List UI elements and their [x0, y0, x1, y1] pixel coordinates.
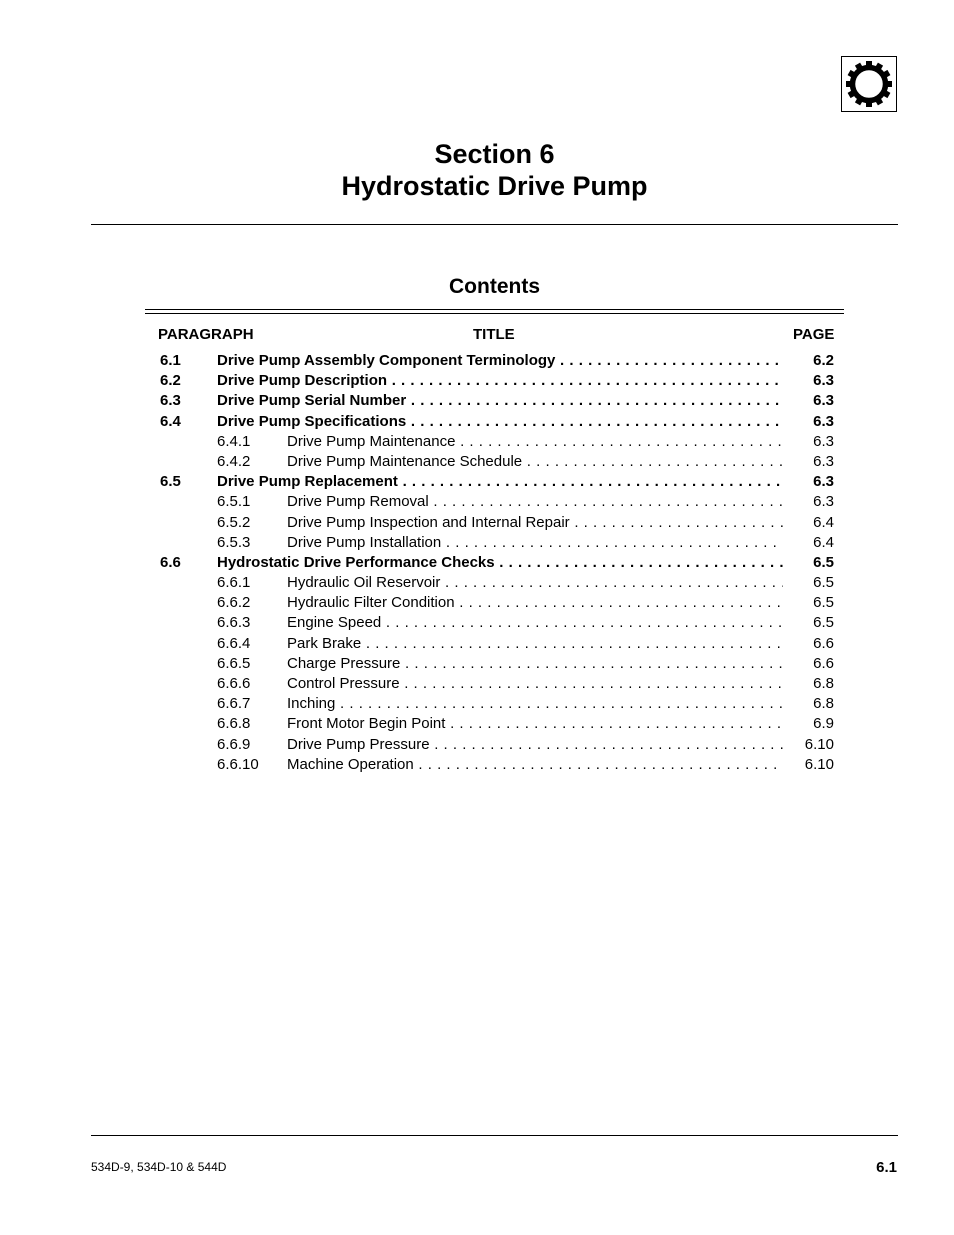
toc-entry: [145, 553, 844, 573]
toc-entry: [145, 391, 844, 411]
toc-entry: [145, 613, 844, 633]
toc-page-number: 6.3: [813, 432, 834, 450]
toc-page-number: 6.8: [813, 695, 834, 713]
toc-page-number: 6.5: [813, 553, 834, 571]
toc-title: Hydrostatic Drive Performance Checks . . .: [217, 553, 783, 573]
toc-page-number: 6.3: [813, 452, 834, 470]
toc-title: Drive Pump Assembly Component Terminology . . .: [217, 351, 783, 371]
toc-entry: [145, 593, 844, 613]
toc-paragraph-number: 6.4.1: [217, 432, 251, 450]
toc-page-number: 6.4: [813, 533, 834, 551]
toc-page-number: 6.5: [813, 594, 834, 612]
toc-paragraph-number: 6.6.1: [217, 574, 251, 592]
toc-page-number: 6.9: [813, 715, 834, 733]
section-title: [91, 138, 898, 202]
toc-paragraph-number: 6.2: [160, 372, 181, 390]
column-header-page: PAGE: [793, 326, 835, 343]
toc-page-number: 6.3: [813, 493, 834, 511]
toc-page-number: 6.10: [804, 755, 834, 773]
section-name: Hydrostatic Drive Pump: [341, 171, 648, 201]
toc-paragraph-number: 6.5: [160, 473, 181, 491]
toc-page-number: 6.3: [813, 392, 834, 410]
contents-heading: Contents: [449, 275, 540, 298]
toc-entry: [145, 654, 844, 674]
toc-title: Park Brake . . .: [287, 634, 783, 654]
contents-rule-lower: [145, 313, 844, 314]
section-number: Section 6: [434, 139, 555, 169]
toc-title: Hydraulic Filter Condition . . .: [287, 593, 783, 613]
toc-page-number: 6.6: [813, 654, 834, 672]
toc-entry: [145, 573, 844, 593]
toc-entry: [145, 634, 844, 654]
toc-paragraph-number: 6.6.6: [217, 675, 251, 692]
toc-entry: [145, 714, 844, 734]
toc-paragraph-number: 6.5.2: [217, 513, 251, 531]
toc-page-number: 6.4: [813, 513, 834, 531]
toc-entry: [145, 371, 844, 391]
toc-title: Charge Pressure . . .: [287, 654, 783, 674]
toc-paragraph-number: 6.1: [160, 352, 181, 369]
toc-title: Drive Pump Serial Number . . .: [217, 391, 783, 411]
toc-entry: [145, 432, 844, 452]
toc-title: Front Motor Begin Point . . .: [287, 714, 783, 734]
toc-entry: [145, 735, 844, 755]
toc-entry: [145, 452, 844, 472]
toc-title: Drive Pump Pressure . . .: [287, 735, 783, 755]
toc-paragraph-number: 6.4.2: [217, 452, 251, 470]
toc-page-number: 6.3: [813, 412, 834, 430]
toc-title: Control Pressure . . .: [287, 674, 783, 694]
toc-entry: [145, 472, 844, 492]
toc-title: Drive Pump Maintenance Schedule . . .: [287, 452, 783, 472]
toc-entry: [145, 694, 844, 714]
toc-entry: [145, 351, 844, 371]
footer-rule: [91, 1135, 898, 1136]
toc-paragraph-number: 6.6.4: [217, 634, 251, 652]
section-gear-badge: [841, 56, 897, 112]
toc-entry: [145, 755, 844, 775]
footer-page-number: 6.1: [876, 1159, 897, 1176]
toc-page-number: 6.5: [813, 574, 834, 592]
toc-title: Inching . . .: [287, 694, 783, 714]
toc-page-number: 6.2: [813, 352, 834, 369]
toc-title: Machine Operation . . .: [287, 755, 783, 775]
column-header-title: TITLE: [473, 326, 515, 343]
toc-entry: [145, 533, 844, 553]
toc-title: Drive Pump Maintenance . . .: [287, 432, 783, 452]
toc-paragraph-number: 6.6.3: [217, 614, 251, 632]
toc-paragraph-number: 6.6: [160, 553, 181, 571]
toc-title: Drive Pump Replacement . . .: [217, 472, 783, 492]
toc-paragraph-number: 6.6.9: [217, 735, 251, 753]
toc-paragraph-number: 6.5.3: [217, 533, 251, 551]
footer-models: 534D-9, 534D-10 & 544D: [91, 1160, 227, 1174]
toc-title: Drive Pump Removal . . .: [287, 492, 783, 512]
toc-paragraph-number: 6.6.5: [217, 654, 251, 672]
toc-page-number: 6.3: [813, 473, 834, 491]
toc-paragraph-number: 6.6.7: [217, 695, 251, 713]
toc-page-number: 6.3: [813, 372, 834, 390]
toc-paragraph-number: 6.6.8: [217, 715, 251, 733]
toc-paragraph-number: 6.4: [160, 412, 181, 430]
toc-page-number: 6.6: [813, 634, 834, 652]
toc-paragraph-number: 6.5.1: [217, 493, 251, 511]
toc-entry: [145, 674, 844, 694]
column-header-paragraph: PARAGRAPH: [158, 326, 254, 343]
toc-entry: [145, 492, 844, 512]
toc-title: Drive Pump Description . . .: [217, 371, 783, 391]
toc-title: Engine Speed . . .: [287, 613, 783, 633]
toc-title: Drive Pump Inspection and Internal Repair . . .: [287, 513, 783, 533]
header-rule: [91, 224, 898, 225]
table-of-contents: [145, 351, 844, 775]
toc-title: Drive Pump Installation . . .: [287, 533, 783, 553]
toc-entry: [145, 513, 844, 533]
toc-paragraph-number: 6.6.2: [217, 594, 251, 612]
toc-page-number: 6.10: [804, 735, 834, 753]
contents-rule-upper: [145, 309, 844, 310]
toc-paragraph-number: 6.3: [160, 392, 181, 410]
toc-entry: [145, 412, 844, 432]
gear-icon: [844, 59, 894, 109]
toc-page-number: 6.5: [813, 614, 834, 632]
toc-title: Hydraulic Oil Reservoir . . .: [287, 573, 783, 593]
toc-page-number: 6.8: [813, 675, 834, 692]
toc-paragraph-number: 6.6.10: [217, 755, 259, 773]
toc-title: Drive Pump Specifications . . .: [217, 412, 783, 432]
